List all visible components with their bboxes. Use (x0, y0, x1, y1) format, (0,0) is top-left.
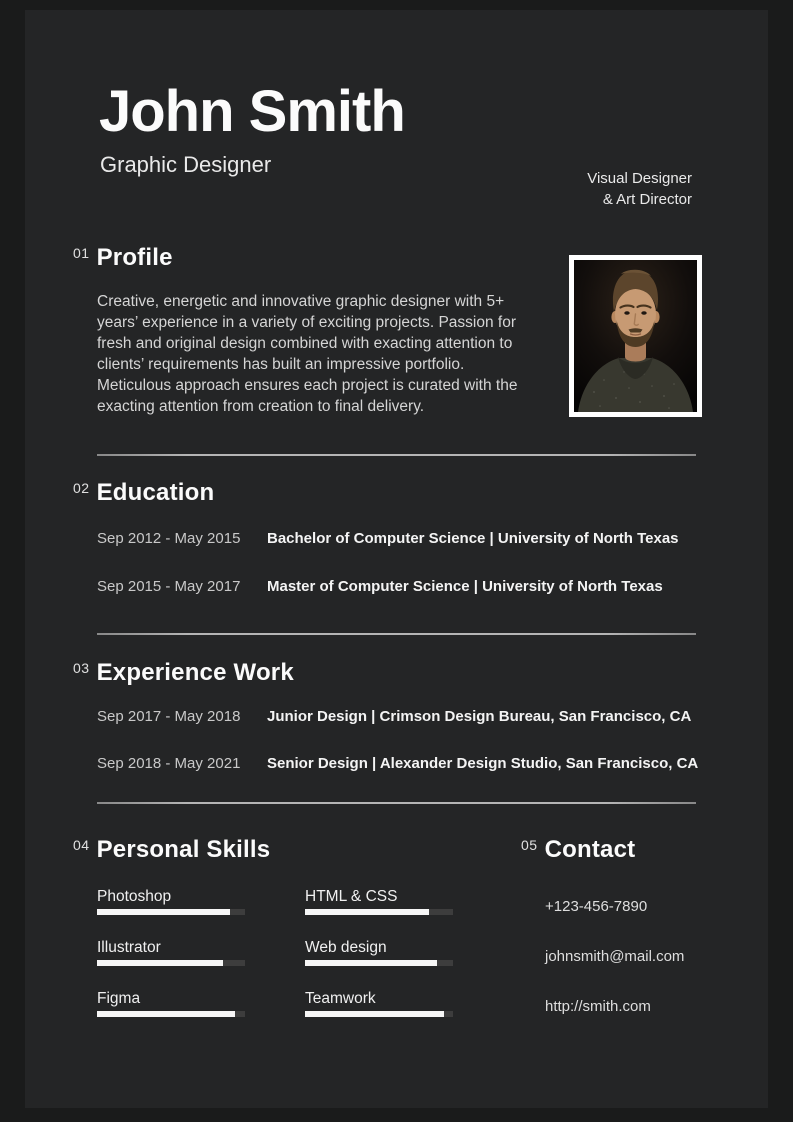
skill-label: Photoshop (97, 888, 172, 905)
section-title: Personal Skills (96, 836, 271, 863)
section-number: 01 (73, 245, 90, 261)
section-divider (97, 802, 696, 804)
experience-dates: Sep 2018 - May 2021 (97, 755, 241, 772)
skill-bar-track (97, 909, 245, 915)
skill-bar-track (305, 909, 453, 915)
section-title: Education (96, 479, 215, 506)
skill-bar-track (305, 1011, 453, 1017)
person-role: Graphic Designer (100, 152, 272, 177)
contact-phone: +123-456-7890 (545, 898, 648, 915)
skill-bar-fill (97, 909, 230, 915)
contact-email: johnsmith@mail.com (545, 948, 685, 965)
skill-item (305, 939, 453, 966)
section-number: 04 (73, 837, 90, 853)
education-row (97, 529, 717, 548)
education-section-heading (73, 479, 214, 507)
section-title: Contact (544, 836, 636, 863)
skill-label: Web design (305, 939, 387, 956)
experience-row (97, 707, 717, 726)
tagline (587, 168, 692, 210)
tagline-line-1: Visual Designer (587, 170, 692, 187)
skills-grid (97, 888, 453, 1017)
contact-list (545, 899, 684, 1049)
skill-bar-track (97, 960, 245, 966)
education-degree: Master of Computer Science | University of North Texas (267, 578, 663, 595)
skill-bar-fill (305, 960, 437, 966)
skill-bar-fill (97, 960, 223, 966)
experience-position: Senior Design | Alexander Design Studio, San Francisco, CA (267, 755, 699, 772)
section-title: Experience Work (96, 659, 294, 686)
skill-bar-track (305, 960, 453, 966)
skills-section-heading (73, 836, 270, 864)
skill-bar-fill (97, 1011, 235, 1017)
contact-section-heading (521, 836, 635, 864)
skill-label: Teamwork (305, 990, 376, 1007)
skill-item (97, 990, 245, 1017)
tagline-line-2: & Art Director (602, 191, 692, 208)
section-number: 02 (73, 480, 90, 496)
person-name: John Smith (99, 79, 405, 144)
skill-bar-fill (305, 1011, 444, 1017)
education-dates: Sep 2015 - May 2017 (97, 578, 241, 595)
skill-item (97, 888, 245, 915)
profile-summary-text: Creative, energetic and innovative graphic designer with 5+ years’ experience in a variety of exciting projects. Passion for fresh and original design combined with exacting attention to clients’ requirements has built an impressive portfolio. Meticulous approach ensures each project is curated with the exacting attention from creation to final delivery. (97, 293, 518, 415)
skill-bar-fill (305, 909, 429, 915)
experience-section-heading (73, 659, 294, 687)
portrait-illustration (574, 260, 697, 412)
skill-label: Illustrator (97, 939, 161, 956)
education-dates: Sep 2012 - May 2015 (97, 530, 241, 547)
profile-section-heading (73, 244, 173, 272)
section-number: 05 (521, 837, 538, 853)
profile-photo (569, 255, 702, 417)
section-number: 03 (73, 660, 90, 676)
section-divider (97, 633, 696, 635)
education-row (97, 577, 717, 596)
education-degree: Bachelor of Computer Science | University of North Texas (267, 530, 679, 547)
experience-row (97, 754, 717, 773)
skill-bar-track (97, 1011, 245, 1017)
experience-dates: Sep 2017 - May 2018 (97, 708, 241, 725)
skill-item (97, 939, 245, 966)
contact-website: http://smith.com (545, 998, 651, 1015)
skill-item (305, 990, 453, 1017)
experience-position: Junior Design | Crimson Design Bureau, San Francisco, CA (267, 708, 692, 725)
skill-item (305, 888, 453, 915)
skill-label: HTML & CSS (305, 888, 398, 905)
section-divider (97, 454, 696, 456)
section-title: Profile (96, 244, 173, 271)
skill-label: Figma (97, 990, 141, 1007)
